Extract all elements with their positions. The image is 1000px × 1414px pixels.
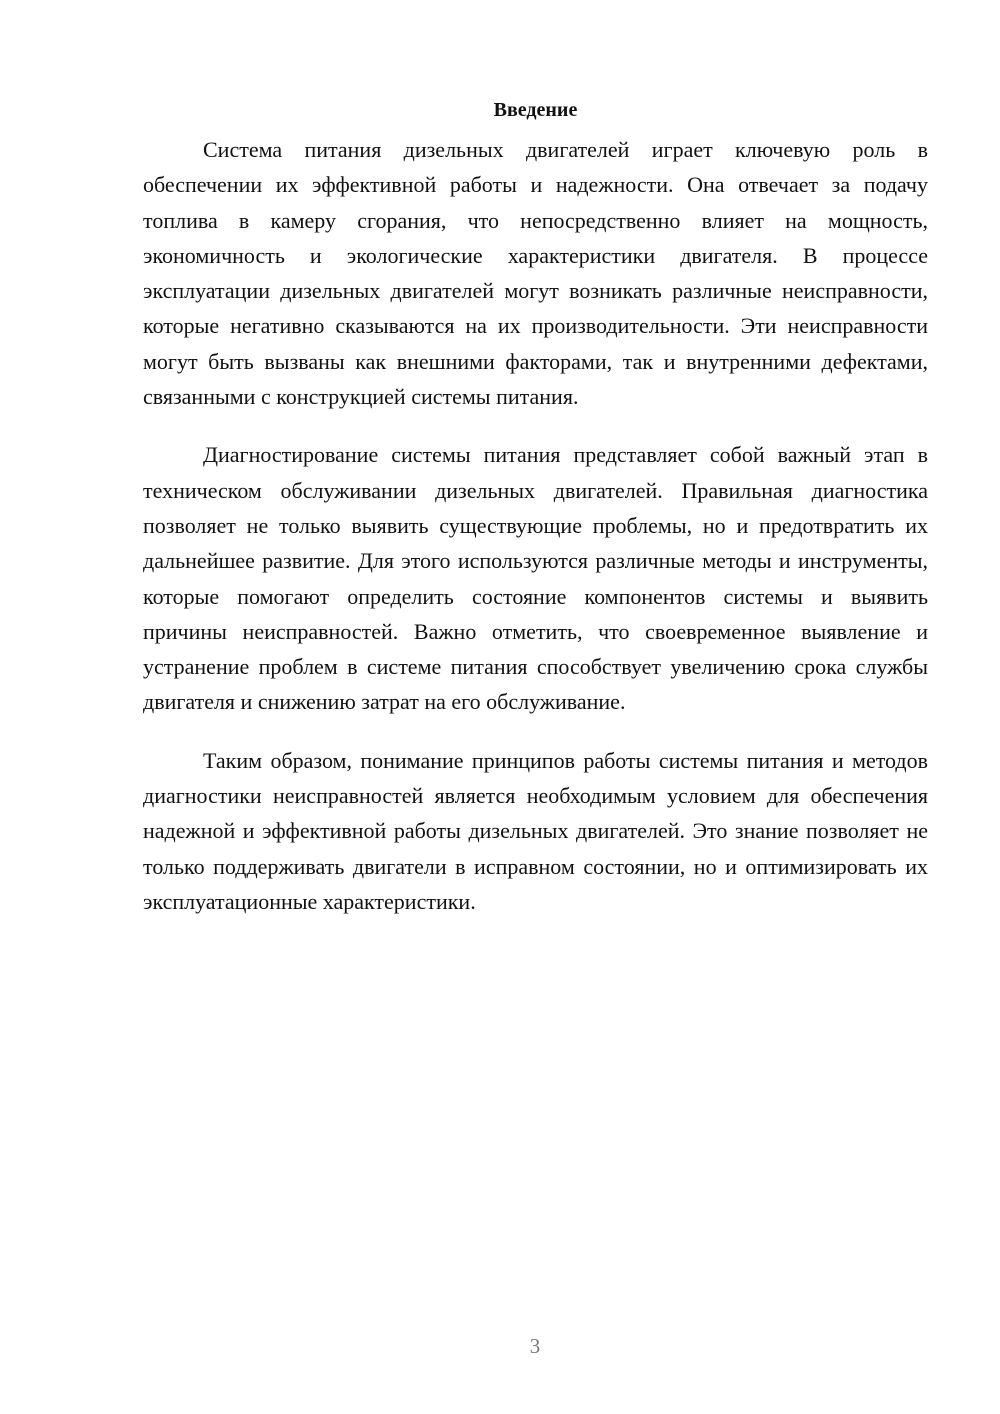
page-body	[143, 96, 928, 942]
paragraph-1: Система питания дизельных двигателей играет ключевую роль в обеспечении их эффективной работы и надежности. Она отвечает за подачу топлива в камеру сгорания, что непосредственно влияет на мощность, экономичность и экологические характеристики двигателя. В процессе эксплуатации дизельных двигателей могут возникать различные неисправности, которые негативно сказываются на их производительности. Эти неисправности могут быть вызваны как внешними факторами, так и внутренними дефектами, связанными с конструкцией системы питания.	[143, 137, 928, 410]
paragraph-2: Диагностирование системы питания представляет собой важный этап в техническом обслуживании дизельных двигателей. Правильная диагностика позволяет не только выявить существующие проблемы, но и предотвратить их дальнейшее развитие. Для этого используются различные методы и инструменты, которые помогают определить состояние компонентов системы и выявить причины неисправностей. Важно отметить, что своевременное выявление и устранение проблем в системе питания способствует увеличению срока службы двигателя и снижению затрат на его обслуживание.	[143, 442, 928, 715]
paragraph-3: Таким образом, понимание принципов работы системы питания и методов диагностики неисправностей является необходимым условием для обеспечения надежной и эффективной работы дизельных двигателей. Это знание позволяет не только поддерживать двигатели в исправном состоянии, но и оптимизировать их эксплуатационные характеристики.	[143, 747, 928, 914]
page-number: 3	[529, 1334, 541, 1358]
section-heading: Введение	[493, 99, 578, 121]
